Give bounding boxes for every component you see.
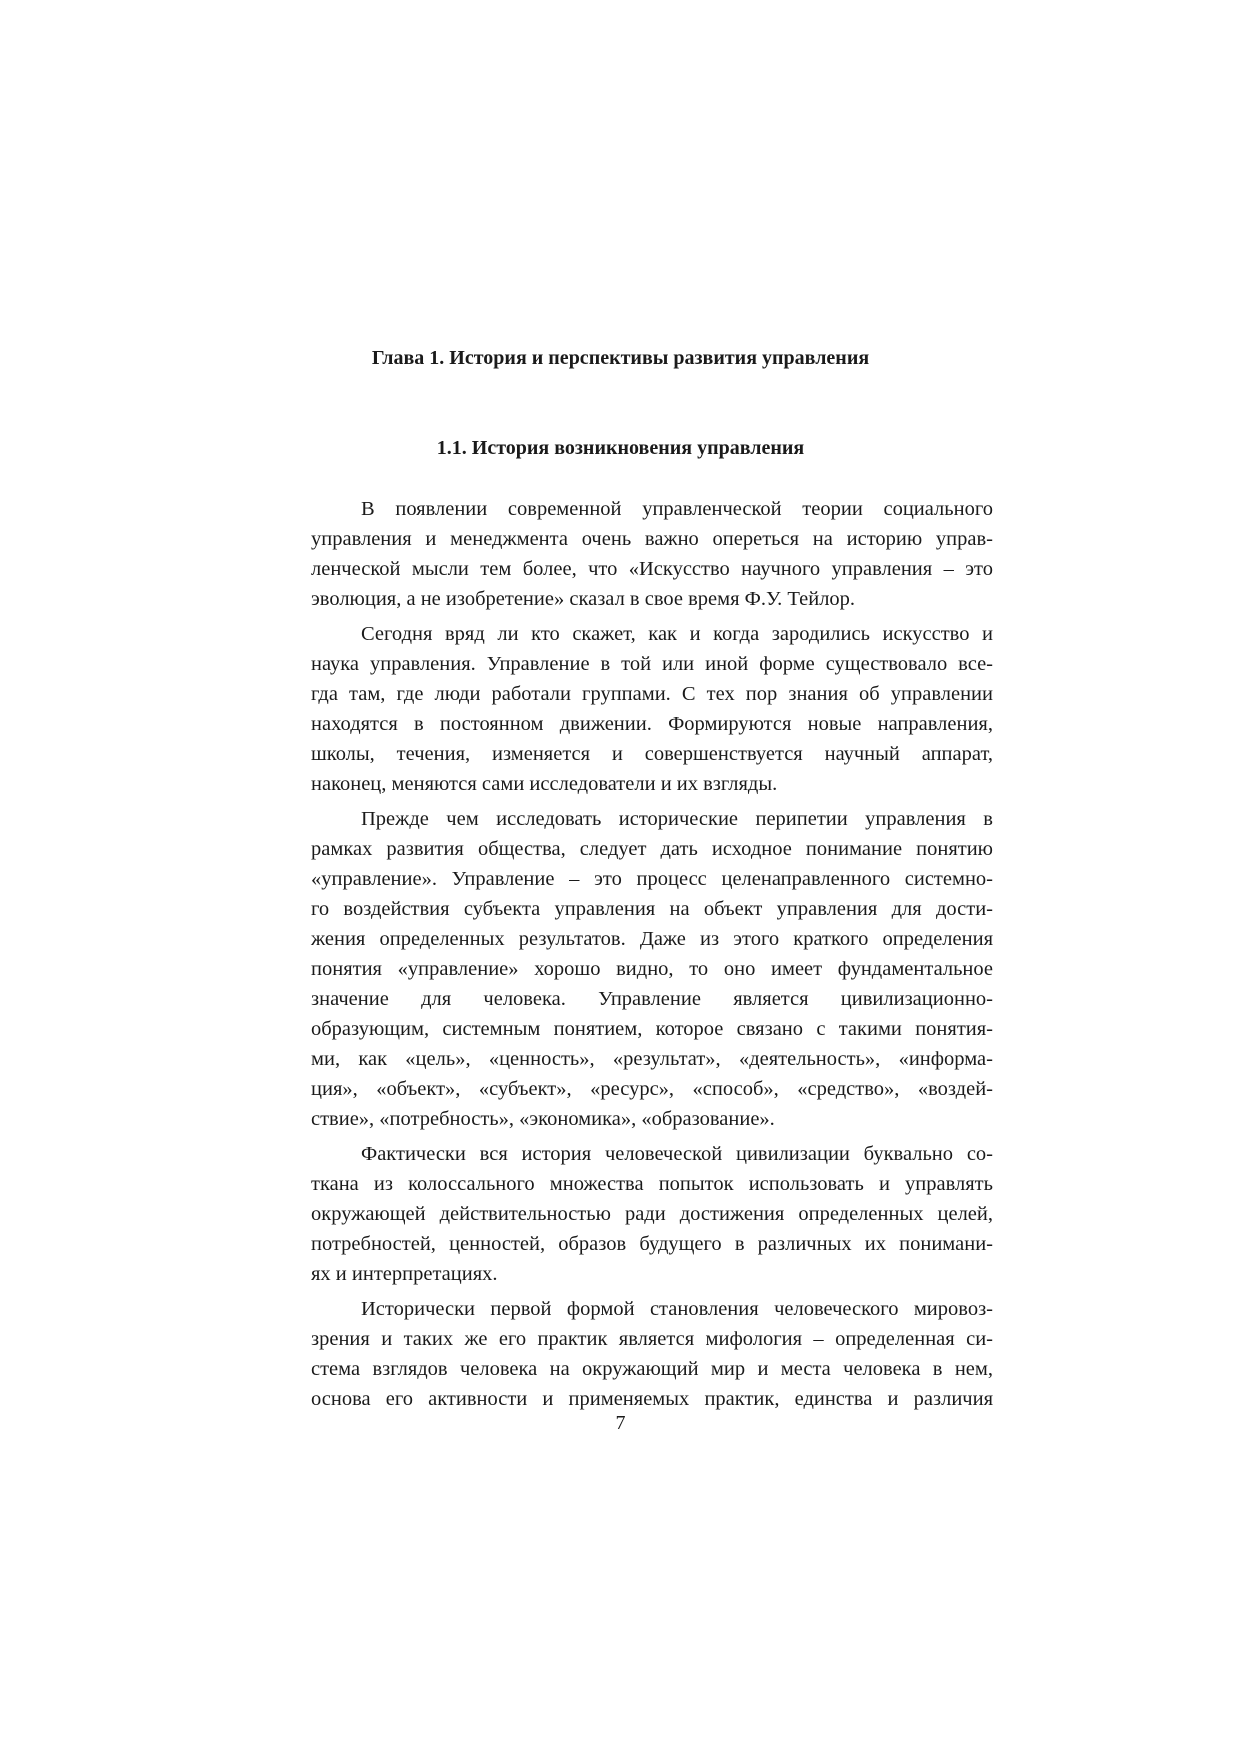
text-line: ция», «объект», «субъект», «ресурс», «способ», «средство», «воздей- [311, 1078, 993, 1100]
section-title: 1.1. История возникновения управления [436, 437, 805, 459]
text-line: ях и интерпретациях. [311, 1263, 498, 1285]
text-line: значение для человека. Управление является цивилизационно- [311, 988, 993, 1010]
text-line: понятия «управление» хорошо видно, то оно имеет фундаментальное [311, 958, 993, 980]
paragraph-3 [311, 804, 993, 1134]
page-number: 7 [615, 1412, 626, 1434]
text-line: ми, как «цель», «ценность», «результат», «деятельность», «информа- [311, 1048, 993, 1070]
text-line: рамках развития общества, следует дать исходное понимание понятию [311, 838, 993, 860]
text-line: основа его активности и применяемых практик, единства и различия [311, 1388, 993, 1410]
paragraph-1 [311, 494, 993, 614]
text-line: жения определенных результатов. Даже из этого краткого определения [311, 928, 993, 950]
text-line: эволюция, а не изобретение» сказал в свое время Ф.У. Тейлор. [311, 588, 856, 610]
paragraph-4 [311, 1139, 993, 1289]
text-line: ствие», «потребность», «экономика», «образование». [311, 1108, 775, 1130]
text-line: Исторически первой формой становления человеческого мировоз- [361, 1298, 993, 1320]
text-line: школы, течения, изменяется и совершенствуется научный аппарат, [311, 743, 993, 765]
body-text [311, 494, 993, 1419]
text-line: образующим, системным понятием, которое связано с такими понятия- [311, 1018, 993, 1040]
text-line: «управление». Управление – это процесс целенаправленного системно- [311, 868, 993, 890]
text-line: ленческой мысли тем более, что «Искусство научного управления – это [311, 558, 993, 580]
text-line: находятся в постоянном движении. Формируются новые направления, [311, 713, 993, 735]
text-line: В появлении современной управленческой теории социального [361, 498, 993, 520]
text-line: Фактически вся история человеческой цивилизации буквально со- [361, 1143, 993, 1165]
paragraph-2 [311, 619, 993, 799]
chapter-title: Глава 1. История и перспективы развития управления [371, 347, 870, 369]
text-line: наука управления. Управление в той или иной форме существовало все- [311, 653, 993, 675]
paragraph-5 [311, 1294, 993, 1414]
text-line: окружающей действительностью ради достижения определенных целей, [311, 1203, 993, 1225]
text-line: зрения и таких же его практик является мифология – определенная си- [311, 1328, 993, 1350]
text-line: наконец, меняются сами исследователи и их взгляды. [311, 773, 778, 795]
text-line: Сегодня вряд ли кто скажет, как и когда зародились искусство и [361, 623, 993, 645]
text-line: стема взглядов человека на окружающий мир и места человека в нем, [311, 1358, 993, 1380]
text-line: управления и менеджмента очень важно опереться на историю управ- [311, 528, 993, 550]
text-line: ткана из колоссального множества попыток использовать и управлять [311, 1173, 993, 1195]
text-line: гда там, где люди работали группами. С тех пор знания об управлении [311, 683, 993, 705]
text-line: потребностей, ценностей, образов будущего в различных их понимани- [311, 1233, 993, 1255]
text-line: го воздействия субъекта управления на объект управления для дости- [311, 898, 993, 920]
text-line: Прежде чем исследовать исторические перипетии управления в [361, 808, 993, 830]
